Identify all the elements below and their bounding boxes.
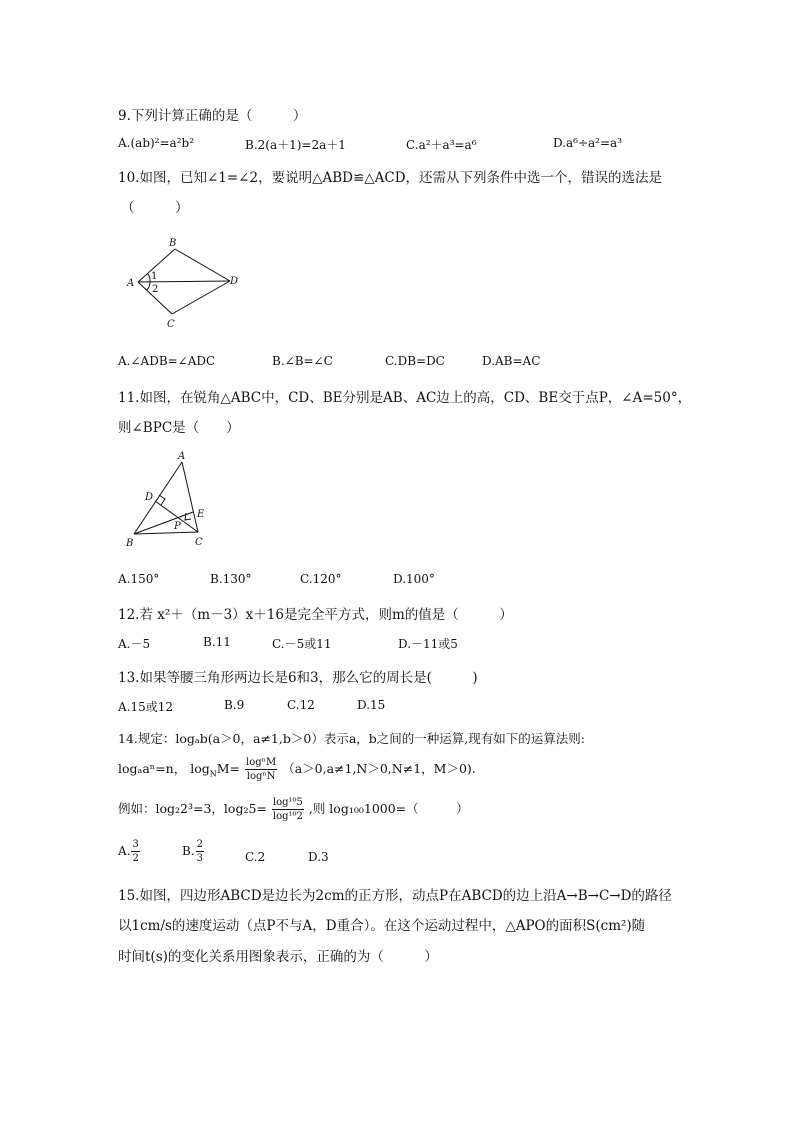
q14-rule2-numerator: logⁿM	[246, 757, 277, 768]
q10-angle-2-arc	[147, 282, 150, 290]
q14-option-b-label: B.	[182, 844, 195, 858]
q10-label-a: A	[127, 278, 135, 289]
q10-label-b: B	[169, 238, 177, 249]
q11-option-d: D.100°	[393, 572, 435, 586]
q12-option-d: D.－11或5	[398, 637, 458, 651]
q14-rule2-denominator: logⁿN	[246, 771, 276, 782]
q14-option-a	[118, 838, 141, 865]
q11-option-c: C.120°	[300, 572, 342, 586]
q10-option-a: A.∠ADB=∠ADC	[118, 354, 216, 368]
q13-option-c: C.12	[287, 698, 315, 712]
q14-option-b-numerator: 2	[196, 839, 204, 850]
q10-segment-cd	[172, 281, 230, 314]
q11-figure	[120, 448, 230, 553]
q12-stem: 12.若 x²＋（m－3）x＋16是完全平方式，则m的值是（ ）	[118, 607, 513, 623]
q9-option-d: D.a⁶÷a²=a³	[553, 136, 623, 150]
q9-option-b: B.2(a＋1)=2a＋1	[245, 138, 346, 152]
q14-rule1: logₐaⁿ=n，	[118, 761, 187, 776]
q14-option-a-denominator: 2	[132, 853, 139, 864]
q14-example-pre: 例如：log₂2³=3，log₂5=	[118, 801, 267, 816]
q14-rule-line	[118, 756, 476, 783]
q11-label-d: D	[145, 492, 154, 503]
q11-segment-be	[134, 512, 193, 534]
q13-option-d: D.15	[357, 698, 386, 712]
q15-line1: 15.如图，四边形ABCD是边长为2cm的正方形，动点P在ABCD的边上沿A→B→C→D的路径	[118, 888, 672, 904]
q14-example-line	[118, 796, 469, 823]
q9-option-a: A.(ab)²=a²b²	[118, 136, 195, 150]
q10-answer-paren: （ ）	[121, 200, 189, 216]
q13-stem: 13.如果等腰三角形两边长是6和3，那么它的周长是( )	[118, 670, 478, 686]
q10-label-angle-2: 2	[152, 284, 159, 295]
q10-figure	[120, 232, 250, 332]
q14-example-post: ,则 log₁₀₀1000=（ ）	[308, 801, 469, 816]
q13-option-b: B.9	[224, 698, 245, 712]
q14-example-denominator: log¹⁰2	[272, 811, 303, 822]
q10-segment-bd	[175, 249, 230, 281]
q15-line2: 以1cm/s的速度运动（点P不与A，D重合）。在这个运动过程中，△APO的面积S(cm²)随	[118, 918, 646, 934]
q10-label-c: C	[167, 319, 175, 330]
q11-label-b: B	[126, 538, 134, 549]
q9-option-c: C.a²＋a³=a⁶	[406, 138, 477, 152]
q14-example-fraction	[272, 796, 304, 823]
q14-stem: 14.规定：logₐb(a＞0，a≠1,b＞0）表示a，b之间的一种运算,现有如下的运算法则:	[118, 731, 585, 746]
q10-option-c: C.DB=DC	[385, 354, 445, 368]
q15-line3: 时间t(s)的变化关系用图象表示，正确的为（ ）	[118, 949, 438, 965]
q14-option-b-fraction	[196, 838, 204, 865]
q14-rule2-log: log	[190, 761, 210, 776]
q12-option-b: B.11	[203, 635, 231, 649]
q14-option-c: C.2	[245, 850, 266, 864]
q10-angle-1-arc	[148, 274, 150, 282]
q11-label-c: C	[195, 537, 203, 548]
q14-example-numerator: log¹⁰5	[272, 797, 303, 808]
q11-stem: 11.如图，在锐角△ABC中，CD、BE分别是AB、AC边上的高，CD、BE交于点P，∠A=50°，	[118, 390, 692, 406]
q14-rule2-fraction	[245, 756, 277, 783]
q14-option-a-numerator: 3	[132, 839, 139, 850]
q9-stem: 9.下列计算正确的是（ ）	[118, 108, 307, 124]
q14-option-a-fraction	[131, 838, 139, 865]
q14-option-b-denominator: 3	[196, 853, 204, 864]
q11-label-e: E	[197, 509, 205, 520]
q10-stem: 10.如图，已知∠1=∠2，要说明△ABD≌△ACD，还需从下列条件中选一个，错误的选法是	[118, 170, 663, 186]
q14-rule2-condition: （a＞0,a≠1,N＞0,N≠1，M＞0).	[282, 761, 476, 776]
q11-option-b: B.130°	[210, 572, 252, 586]
q10-option-b: B.∠B=∠C	[272, 354, 333, 368]
q11-segment-ac	[182, 462, 198, 532]
q14-rule2-sub: N	[209, 769, 217, 779]
q12-option-a: A.－5	[118, 637, 151, 651]
q11-stem-line2: 则∠BPC是（ ）	[118, 420, 240, 436]
q10-option-d: D.AB=AC	[482, 354, 541, 368]
q13-option-a: A.15或12	[118, 700, 174, 714]
q11-label-a: A	[178, 451, 186, 462]
q11-segment-bc	[134, 532, 198, 534]
q12-option-c: C.－5或11	[272, 637, 332, 651]
q11-right-angle-d	[159, 495, 165, 505]
q11-label-p: P	[174, 521, 181, 532]
q14-option-a-label: A.	[118, 844, 131, 858]
q14-option-b	[182, 838, 205, 865]
q14-option-d: D.3	[308, 850, 329, 864]
q10-label-d: D	[230, 276, 239, 287]
q14-rule2-mid: M=	[216, 761, 241, 776]
q10-label-angle-1: 1	[151, 271, 158, 282]
q11-option-a: A.150°	[118, 572, 160, 586]
